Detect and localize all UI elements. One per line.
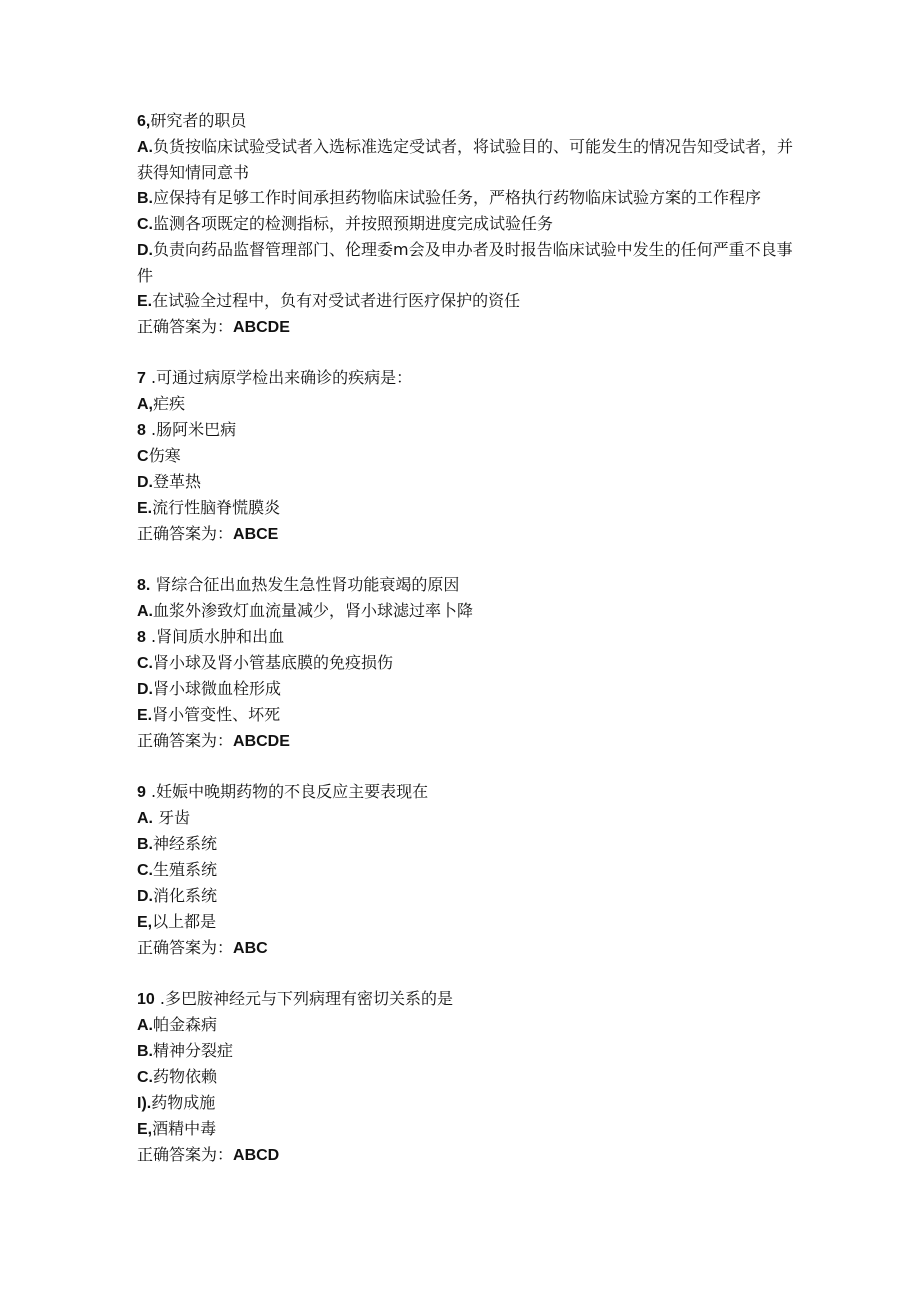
question-text: .妊娠中晚期药物的不良反应主要表现在 — [145, 782, 429, 801]
option-text: 登革热 — [153, 472, 202, 491]
option-d — [137, 237, 797, 288]
option-label: E. — [137, 500, 153, 517]
answer-value: ABCD — [233, 1147, 280, 1164]
answer-line — [137, 521, 797, 547]
answer-label: 正确答案为： — [137, 524, 234, 543]
option-text: 酒精中毒 — [152, 1119, 217, 1138]
option-label: C. — [137, 1069, 153, 1086]
answer-label: 正确答案为： — [137, 938, 234, 957]
option-text: 药物依赖 — [153, 1067, 218, 1086]
option-a — [137, 598, 797, 624]
answer-value: ABCDE — [233, 733, 290, 750]
option-label: A. — [137, 603, 153, 620]
answer-value: ABC — [233, 940, 268, 957]
option-c — [137, 1064, 797, 1090]
option-e — [137, 288, 797, 314]
option-text: 疟疾 — [153, 394, 186, 413]
answer-label: 正确答案为： — [137, 1145, 234, 1164]
option-text: 药物成施 — [151, 1093, 216, 1112]
option-d — [137, 469, 797, 495]
option-d — [137, 1090, 797, 1116]
option-label: D. — [137, 681, 153, 698]
option-label: D. — [137, 474, 153, 491]
option-label: B. — [137, 190, 153, 207]
option-a — [137, 1012, 797, 1038]
option-a — [137, 134, 797, 185]
option-b — [137, 185, 797, 211]
question-title — [137, 779, 797, 805]
option-b — [137, 1038, 797, 1064]
answer-line — [137, 935, 797, 961]
answer-line — [137, 1142, 797, 1168]
option-text: 神经系统 — [153, 834, 218, 853]
question-7 — [137, 365, 797, 547]
option-e — [137, 1116, 797, 1142]
option-label: B. — [137, 836, 153, 853]
question-text: .多巴胺神经元与下列病理有密切关系的是 — [154, 989, 453, 1008]
option-text: 肾小球微血栓形成 — [153, 679, 282, 698]
question-8 — [137, 572, 797, 754]
option-text: 血浆外渗致灯血流量减少，肾小球滤过率卜降 — [153, 601, 474, 620]
answer-line — [137, 728, 797, 754]
question-number: 8. — [137, 577, 151, 594]
option-label: C. — [137, 655, 153, 672]
option-label: E. — [137, 707, 153, 724]
option-b — [137, 831, 797, 857]
option-c — [137, 443, 797, 469]
option-text: 监测各项既定的检测指标，并按照预期进度完成试验任务 — [153, 214, 554, 233]
answer-label: 正确答案为： — [137, 317, 234, 336]
option-text: 生殖系统 — [153, 860, 218, 879]
option-text: 牙齿 — [153, 808, 191, 827]
option-b — [137, 417, 797, 443]
option-text: .肠阿米巴病 — [145, 420, 237, 439]
question-number: 10 — [137, 991, 155, 1008]
option-text: 以上都是 — [152, 912, 217, 931]
option-text: 应保持有足够工作时间承担药物临床试验任务，严格执行药物临床试验方案的工作程序 — [153, 188, 762, 207]
option-text: 帕金森病 — [153, 1015, 218, 1034]
option-label: A, — [137, 396, 153, 413]
option-label: A. — [137, 139, 153, 156]
question-title — [137, 572, 797, 598]
answer-label: 正确答案为： — [137, 731, 234, 750]
option-text: 肾小管变性、坏死 — [152, 705, 281, 724]
option-c — [137, 857, 797, 883]
option-label: A. — [137, 1017, 153, 1034]
option-label: C — [137, 448, 149, 465]
option-text: 流行性脑脊慌膜炎 — [152, 498, 281, 517]
option-label: I). — [137, 1095, 152, 1112]
option-text: 在试验全过程中，负有对受试者进行医疗保护的资任 — [152, 291, 521, 310]
option-text: 负责向药品监督管理部门、伦理委m会及申办者及时报告临床试验中发生的任何严重不良事件 — [137, 240, 793, 285]
answer-value: ABCDE — [233, 319, 290, 336]
question-number: 7 — [137, 370, 146, 387]
option-c — [137, 650, 797, 676]
question-9 — [137, 779, 797, 961]
option-d — [137, 883, 797, 909]
option-b — [137, 624, 797, 650]
answer-value: ABCE — [233, 526, 279, 543]
question-title — [137, 108, 797, 134]
option-text: .肾间质水肿和出血 — [145, 627, 285, 646]
option-label: C. — [137, 862, 153, 879]
option-label: E, — [137, 1121, 153, 1138]
option-e — [137, 702, 797, 728]
document-page — [137, 108, 797, 1193]
option-c — [137, 211, 797, 237]
answer-line — [137, 314, 797, 340]
option-d — [137, 676, 797, 702]
question-number: 6, — [137, 113, 151, 130]
option-a — [137, 805, 797, 831]
option-label: A. — [137, 810, 153, 827]
option-label: C. — [137, 216, 153, 233]
option-label: D. — [137, 242, 153, 259]
option-label: E, — [137, 914, 153, 931]
question-text: .可通过病原学检出来确诊的疾病是： — [145, 368, 413, 387]
question-text: 肾综合征出血热发生急性肾功能衰竭的原因 — [150, 575, 460, 594]
option-text: 精神分裂症 — [153, 1041, 234, 1060]
question-title — [137, 365, 797, 391]
option-text: 伤寒 — [148, 446, 181, 465]
option-e — [137, 909, 797, 935]
option-e — [137, 495, 797, 521]
question-title — [137, 986, 797, 1012]
option-text: 消化系统 — [153, 886, 218, 905]
option-label: 8 — [137, 422, 146, 439]
option-text: 肾小球及肾小管基底膜的免疫损伤 — [153, 653, 394, 672]
option-a — [137, 391, 797, 417]
question-10 — [137, 986, 797, 1168]
option-label: B. — [137, 1043, 153, 1060]
option-text: 负货按临床试验受试者入选标准选定受试者，将试验目的、可能发生的情况告知受试者，并获得知情同意书 — [137, 137, 794, 182]
option-label: D. — [137, 888, 153, 905]
question-number: 9 — [137, 784, 146, 801]
question-text: 研究者的职员 — [150, 111, 247, 130]
question-6 — [137, 108, 797, 340]
option-label: 8 — [137, 629, 146, 646]
option-label: E. — [137, 293, 153, 310]
